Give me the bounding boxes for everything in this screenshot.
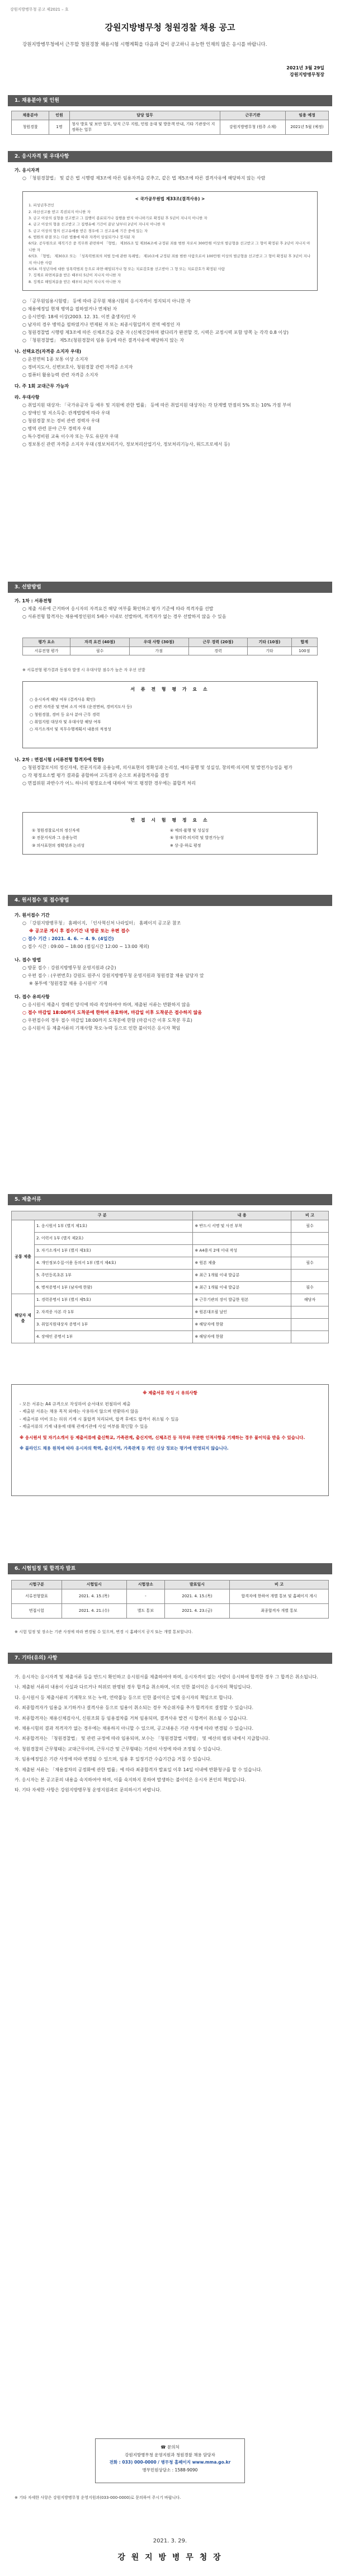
subsection-title: 가. 응시자격 bbox=[15, 168, 40, 173]
law-line: 6의4. 미성년자에 대한 성폭력범죄 등으로 파면·해임되거나 형 또는 치료감호를 선고받아 그 형 또는 치료감호가 확정된 사람 bbox=[29, 266, 225, 271]
application-item: ○ 응시원서 제출시 정해진 양식에 따라 작성하여야 하며, 제출된 서류는 반환하지 않음 bbox=[22, 1002, 191, 1007]
notice-signer-short: 강원지방병무청장 bbox=[290, 72, 324, 77]
interview-item: ① 청원경찰로서의 정신자세 bbox=[32, 828, 80, 833]
qualification-item: ○ 「청원경찰법」 및 같은 법 시행령 제3조에 따른 임용자격을 갖추고, 같은 법 제5조에 따른 결격사유에 해당하지 않는 사람 bbox=[22, 176, 266, 181]
table-row bbox=[12, 1232, 329, 1244]
selection-stage2 bbox=[15, 756, 325, 787]
table-cell bbox=[291, 1306, 329, 1318]
table-cell: ※ 반드시 서명 및 사진 부착 bbox=[193, 1220, 291, 1232]
table-cell: 3. 자기소개서 1부 (별지 제3호) bbox=[35, 1244, 193, 1257]
eval-box-title: 서 류 전 형 평 가 요 소 bbox=[130, 687, 210, 692]
selection-item: ○ 서류전형 합격자는 채용예정인원의 5배수 이내로 선발하며, 적격자가 없는 경우 선발하지 않을 수 있음 bbox=[22, 614, 226, 619]
table-row bbox=[12, 1281, 329, 1294]
schedule-note: ※ 시험 일정 및 장소는 기관 사정에 따라 변경될 수 있으며, 변경 시 홈페이지 공지 또는 개별 통보합니다. bbox=[15, 1630, 193, 1634]
documents-warning: ※ 응시원서 및 자기소개서 등 제출서류에 출신학교, 가족관계, 출신지역, 신체조건 등 직무와 무관한 인적사항을 기재하는 경우 불이익을 받을 수 있습니다. bbox=[20, 1435, 305, 1440]
table-cell: 경력 bbox=[188, 647, 248, 655]
table-cell bbox=[291, 1244, 329, 1257]
table-header: 인원 bbox=[49, 111, 70, 120]
table-cell: ※ 최근 1개월 이내 발급분 bbox=[193, 1281, 291, 1294]
law-line: 3. 금고 이상의 실형을 선고받고 그 집행이 종료되거나 집행을 받지 아니하기로 확정된 후 5년이 지나지 아니한 자 bbox=[29, 215, 207, 220]
table-cell: 4. 개인정보수집·이용 동의서 1부 (별지 제4호) bbox=[35, 1257, 193, 1269]
contact-line: 전화 : 033) 000-0000 / 병무청 홈페이지 www.mma.go.kr bbox=[109, 2460, 231, 2465]
table-cell bbox=[193, 1232, 291, 1244]
qualification-item: ○ 응시연령: 18세 이상(2003. 12. 31. 이전 출생자)인 자 bbox=[22, 314, 136, 319]
interview-elements-box bbox=[22, 812, 318, 855]
documents-table bbox=[11, 1211, 329, 1343]
interview-col-left bbox=[32, 827, 170, 850]
table-header: 시험구분 bbox=[12, 1580, 62, 1589]
table-header: 발표일시 bbox=[165, 1580, 230, 1589]
interview-item: ④ 예의·품행 및 성실성 bbox=[170, 828, 209, 833]
note-item: 자. 임용예정일은 기관 사정에 따라 변경될 수 있으며, 임용 후 일정기간 수습기간을 거칠 수 있습니다. bbox=[15, 1757, 212, 1762]
interview-item: ※ 상·중·하로 평정 bbox=[170, 843, 201, 848]
note-item: 라. 최종합격자가 임용을 포기하거나 결격사유 등으로 임용이 취소되는 경우 차순위자를 추가 합격자로 결정할 수 있습니다. bbox=[15, 1705, 254, 1711]
table-header: 시험일시 bbox=[62, 1580, 126, 1589]
section-title-documents: 5. 제출서류 bbox=[8, 1194, 332, 1205]
documents-notice-title: ※ 제출서류 작성 시 유의사항 bbox=[143, 1390, 197, 1395]
table-header-row bbox=[12, 111, 329, 120]
application-deadline: ○ 접수 마감일 18:00까지 도착분에 한하여 유효하며, 마감일 이후 도착분은 접수하지 않음 bbox=[22, 1010, 202, 1015]
qualification-intro bbox=[15, 167, 325, 182]
table-cell: ※ 해당자에 한함 bbox=[193, 1318, 291, 1331]
table-row bbox=[12, 1331, 329, 1343]
interview-item: ② 전문지식과 그 응용능력 bbox=[32, 836, 77, 841]
application-item: ○ 우편 접수 : (우편번호) 강원도 원주시 강원지방병무청 운영지원과 청원경찰 채용 담당자 앞 bbox=[22, 973, 204, 978]
table-cell: 면접시험 bbox=[12, 1603, 62, 1618]
table-cell: 별도 통보 bbox=[126, 1603, 164, 1618]
table-cell: 6. 병적증명서 1부 (남자에 한함) bbox=[35, 1281, 193, 1294]
table-header: 평가 요소 bbox=[23, 638, 70, 647]
qualification-list bbox=[15, 298, 325, 449]
recruit-table bbox=[11, 111, 329, 135]
table-cell: 필수 bbox=[291, 1281, 329, 1294]
application-item: ○ 「강원지방병무청」 홈페이지, 「인사혁신처 나라일터」 홈페이지 공고문 참조 bbox=[22, 921, 181, 926]
table-row bbox=[12, 1306, 329, 1318]
table-cell: 2021. 4. 21.(수) bbox=[62, 1603, 126, 1618]
table-cell: 2. 이력서 1부 (별지 제2호) bbox=[35, 1232, 193, 1244]
note-item: 가. 응시자는 응시자격 및 제출서류 등을 반드시 확인하고 응시원서를 제출하여야 하며, 응시자격이 없는 사람이 응시하여 합격한 경우 그 합격은 취소됩니다. bbox=[15, 1674, 318, 1679]
bonus-item: ○ 병역 관련 분야 근무 경력자 우대 bbox=[22, 426, 91, 431]
table-cell: 최종합격자 개별 통보 bbox=[230, 1603, 329, 1618]
contact-line: 병무민원상담소 : 1588-9090 bbox=[142, 2467, 198, 2473]
preference-item: ○ 운전면허 1종 보통 이상 소지자 bbox=[22, 357, 88, 362]
intro-text: 강원지방병무청에서 근무할 청원경찰 채용시험 시행계획을 다음과 같이 공고하니 유능한 인재의 많은 응시를 바랍니다. bbox=[22, 42, 267, 48]
table-cell: 필수 bbox=[291, 1220, 329, 1232]
table-cell: 강원지방병무청 (원주 소재) bbox=[220, 120, 286, 134]
table-cell: 1명 bbox=[49, 120, 70, 134]
table-row bbox=[12, 120, 329, 134]
table-cell: ※ 근무기관의 장이 발급한 원본 bbox=[193, 1294, 291, 1306]
law-line: 5. 금고 이상의 형의 선고유예를 받은 경우에 그 선고유예 기간 중에 있는 자 bbox=[29, 228, 148, 233]
law-line: 6. 법원의 판결 또는 다른 법률에 따라 자격이 상실되거나 정지된 자 bbox=[29, 235, 135, 239]
application-item: ○ 응시원서 등 제출서류의 기재사항 착오·누락 등으로 인한 불이익은 응시자 책임 bbox=[22, 1026, 181, 1031]
table-cell: 2021. 4. 23.(금) bbox=[165, 1603, 230, 1618]
table-row bbox=[12, 1244, 329, 1257]
qualification-item: ○ 「청원경찰법」 제5조(청원경찰의 임용 등)에 따른 결격사유에 해당하지 않는 자 bbox=[22, 338, 185, 343]
table-header: 채용분야 bbox=[12, 111, 49, 120]
bonus-item: ○ 취업지원 대상자: 「국가유공자 등 예우 및 지원에 관한 법률」 등에 따른 취업지원 대상자는 각 단계별 만점의 5% 또는 10% 가점 부여 bbox=[22, 403, 291, 408]
bonus-item: ○ 특수경비원 교육 이수자 또는 무도 유단자 우대 bbox=[22, 434, 119, 439]
selection-item: ○ 제출 서류에 근거하여 응시자의 자격요건 해당 여부를 확인하고 평가 기준에 따라 적격자를 선발 bbox=[22, 606, 214, 611]
law-box-title: < 국가공무원법 제33조(결격사유) > bbox=[135, 196, 205, 201]
bonus-item: ○ 장애인 및 저소득층: 관계법령에 따라 우대 bbox=[22, 411, 110, 416]
table-header: 구 분 bbox=[12, 1211, 193, 1220]
table-header: 근무기관 bbox=[220, 111, 286, 120]
law-line: 6의3. 「형법」 제303조 또는 「성폭력범죄의 처벌 등에 관한 특례법」 제10조에 규정된 죄를 범한 사람으로서 100만원 이상의 벌금형을 선고받고 그 형이 확정된 후 3년이 지나지 아니한 사람 bbox=[29, 254, 311, 265]
table-row bbox=[12, 1294, 329, 1306]
table-group-cell: 공통 제출 bbox=[12, 1220, 35, 1294]
table-cell: 필수 bbox=[70, 647, 130, 655]
law-line: 1. 피성년후견인 bbox=[29, 203, 54, 208]
table-cell bbox=[291, 1331, 329, 1343]
subsection-title: 나. 2차 : 면접시험 (서류전형 합격자에 한함) bbox=[15, 757, 104, 762]
application-item: ○ 우편접수의 경우 접수 마감일 18:00까지 도착분에 한함 (마감시간 이후 도착분 무효) bbox=[22, 1018, 192, 1023]
subsection-title: 다. 접수 유의사항 bbox=[15, 994, 50, 999]
table-row bbox=[12, 1603, 329, 1618]
application-note: ※ 공고문 게시 후 접수기간 내 방문 또는 우편 접수 bbox=[29, 928, 130, 933]
selection-item: ○ 면접위원 과반수가 어느 하나의 평정요소에 대하여 '하'로 평정한 경우에는 불합격 처리 bbox=[22, 781, 196, 786]
table-cell: 2021. 4. 15.(목) bbox=[62, 1589, 126, 1603]
table-cell: 합격자에 한하여 개별 통보 및 홈페이지 게시 bbox=[230, 1589, 329, 1603]
table-cell: 2. 자격증 사본 각 1부 bbox=[35, 1306, 193, 1318]
table-header: 담당 업무 bbox=[70, 111, 220, 120]
score-note: ※ 서류전형 평가결과 동점자 발생 시 우대사항 점수가 높은 자 우선 선발 bbox=[22, 668, 145, 672]
table-header-row bbox=[12, 1211, 329, 1220]
table-group-cell: 해당자 제출 bbox=[12, 1294, 35, 1343]
law-line: 4. 금고 이상의 형을 선고받고 그 집행유예 기간이 끝난 날부터 2년이 지나지 아니한 자 bbox=[29, 222, 166, 227]
table-cell: ※ 원본 제출 bbox=[193, 1257, 291, 1269]
table-cell: 2021. 4. 15.(목) bbox=[165, 1589, 230, 1603]
closing-note: ※ 기타 자세한 사항은 강원지방병무청 운영지원과(033-000-0000)로 문의하여 주시기 바랍니다. bbox=[15, 2495, 181, 2500]
law-line: 2. 파산선고를 받고 복권되지 아니한 자 bbox=[29, 209, 91, 214]
note-item: 다. 응시원서 등 제출서류의 기재착오 또는 누락, 연락불능 등으로 인한 불이익은 일체 응시자의 책임으로 합니다. bbox=[15, 1695, 233, 1700]
section-title-selection: 3. 선발방법 bbox=[8, 582, 332, 593]
table-cell bbox=[291, 1269, 329, 1281]
selection-item: ○ 각 평정요소별 평가 결과를 종합하여 고득점자 순으로 최종합격자를 결정 bbox=[22, 773, 169, 778]
table-row bbox=[12, 1257, 329, 1269]
table-cell: 1. 경력증명서 1부 (별지 제5호) bbox=[35, 1294, 193, 1306]
table-cell bbox=[291, 1232, 329, 1244]
table-cell: 1. 응시원서 1부 (별지 제1호) bbox=[35, 1220, 193, 1232]
table-header-row bbox=[23, 638, 318, 647]
note-item: 카. 응시자는 본 공고문의 내용을 숙지하여야 하며, 이를 숙지하지 못하여 발생하는 불이익은 응시자 본인의 책임입니다. bbox=[15, 1777, 247, 1782]
eval-list bbox=[30, 696, 310, 733]
table-cell: ※ 원본대조필 날인 bbox=[193, 1306, 291, 1318]
table-header: 비 고 bbox=[291, 1211, 329, 1220]
section-title-qualification: 2. 응시자격 및 우대사항 bbox=[8, 151, 332, 162]
subsection-title: 가. 원서접수 기간 bbox=[15, 913, 50, 918]
footer-date: 2021. 3. 29. bbox=[153, 2538, 187, 2544]
notes-list bbox=[15, 1672, 325, 1796]
table-row bbox=[12, 1269, 329, 1281]
note-item: 차. 제출된 서류는 「채용절차의 공정화에 관한 법률」에 따라 최종합격자 발표일 이후 14일 이내에 반환청구를 할 수 있습니다. bbox=[15, 1767, 262, 1772]
note-item: 아. 청원경찰의 근무형태는 교대근무이며, 근무시간 및 근무형태는 기관의 사정에 따라 조정될 수 있습니다. bbox=[15, 1746, 222, 1752]
table-cell: 가점 bbox=[129, 647, 188, 655]
table-header: 시험장소 bbox=[126, 1580, 164, 1589]
application-item: ○ 방문 접수 : 강원지방병무청 운영지원과 (2층) bbox=[22, 965, 116, 970]
subsection-title: 가. 1차 : 서류전형 bbox=[15, 598, 52, 603]
table-header: 근무 경력 (20점) bbox=[188, 638, 248, 647]
eval-item: ○ 취업지원 대상자 및 우대사항 해당 여부 bbox=[30, 719, 101, 724]
interview-box-title: 면 접 시 험 평 정 요 소 bbox=[130, 818, 210, 823]
table-row bbox=[12, 1220, 329, 1232]
interview-col-right bbox=[170, 827, 308, 850]
qualification-item: ○ 채용예정일 현재 병역을 필하였거나 면제된 자 bbox=[22, 306, 117, 312]
table-header: 자격 요건 (40점) bbox=[70, 638, 130, 647]
preference-item: ○ 경비지도사, 신변보호사, 청원경찰 관련 자격증 소지자 bbox=[22, 365, 133, 370]
qualification-item: ○ 「공무원임용시험령」 등에 따라 공무원 채용시험의 응시자격이 정지되지 아니한 자 bbox=[22, 299, 191, 304]
eval-item: ○ 청원경찰, 경비 등 유사 분야 근무 경력 bbox=[30, 712, 100, 717]
eval-item: ○ 관련 자격증 및 면허 소지 여부 (운전면허, 경비지도사 등) bbox=[30, 705, 132, 710]
selection-stage1 bbox=[15, 597, 325, 621]
interview-item: ⑤ 창의력·의지력 및 발전가능성 bbox=[170, 836, 224, 841]
section-title-schedule: 6. 시험일정 및 합격자 발표 bbox=[8, 1563, 332, 1574]
subsection-title: 나. 선택요건(자격증 소지자 우대) bbox=[15, 349, 82, 354]
documents-notice-line: - 제출서류의 기재 내용에 대해 관계기관에 사실 여부를 확인할 수 있음 bbox=[20, 1424, 148, 1429]
subsection-title: 다. 주 1회 교대근무 가능자 bbox=[15, 384, 69, 389]
table-row bbox=[12, 1318, 329, 1331]
eval-elements-box bbox=[22, 681, 318, 748]
table-header: 비 고 bbox=[230, 1580, 329, 1589]
bonus-item: ○ 정보통신 관련 자격증 소지자 우대 (정보처리기사, 정보처리산업기사, 정보처리기능사, 워드프로세서 등) bbox=[22, 442, 230, 447]
table-header: 합계 bbox=[291, 638, 317, 647]
note-item: 나. 제출된 서류의 내용이 사실과 다르거나 허위로 판명된 경우 합격을 취소하며, 이로 인한 불이익은 응시자의 책임입니다. bbox=[15, 1685, 252, 1690]
preference-item: ○ 컴퓨터 활용능력 관련 자격증 소지자 bbox=[22, 372, 98, 378]
law-line: 6의2. 공무원으로 재직기간 중 직무와 관련하여 「형법」 제355조 및 제356조에 규정된 죄를 범한 자로서 300만원 이상의 벌금형을 선고받고 그 형이 확정된 후 2년이 지나지 아니한 자 bbox=[29, 241, 310, 252]
qualification-item: ○ 청원경찰법 시행령 제3조에 따른 신체조건을 갖춘 자 (신체건강하며 팔다리가 완전할 것, 시력은 교정시력 포함 양쪽 눈 각각 0.8 이상) bbox=[22, 330, 289, 335]
notice-date: 2021년 3월 29일 bbox=[286, 65, 324, 70]
table-header: 임용 예정 bbox=[286, 111, 329, 120]
interview-items bbox=[23, 827, 317, 850]
table-cell: 해당자 bbox=[291, 1294, 329, 1306]
documents-notice-line: - 제출서류 미비 또는 허위 기재 시 불합격 처리되며, 합격 후에도 합격이 취소될 수 있음 bbox=[20, 1416, 179, 1422]
table-cell: - bbox=[126, 1589, 164, 1603]
interview-item: ③ 의사표현의 정확성과 논리성 bbox=[32, 843, 85, 848]
table-cell: 5. 주민등록초본 1부 bbox=[35, 1269, 193, 1281]
table-header: 우대 사항 (30점) bbox=[129, 638, 188, 647]
note-item: 사. 최종합격자는 「청원경찰법」 및 관련 규정에 따라 임용되며, 보수는 「청원경찰법 시행령」 및 예산의 범위 내에서 지급합니다. bbox=[15, 1736, 270, 1742]
table-cell: ※ A4용지 2매 이내 작성 bbox=[193, 1244, 291, 1257]
note-item: 마. 최종합격자는 채용신체검사서, 신원조회 등 임용절차를 거쳐 임용되며, 결격사유 발견 시 합격이 취소될 수 있습니다. bbox=[15, 1715, 248, 1721]
documents-notice-line: - 모든 서류는 A4 규격으로 작성하여 순서대로 편철하여 제출 bbox=[20, 1401, 131, 1407]
table-cell: 100점 bbox=[291, 647, 317, 655]
application-period: ○ 접수 기간 : 2021. 4. 6. ~ 4. 9. (4일간) bbox=[22, 936, 114, 941]
table-cell: 서류전형 평가 bbox=[23, 647, 70, 655]
application-item: ○ 접수 시간 : 09:00 ~ 18:00 (점심시간 12:00 ~ 13:00 제외) bbox=[22, 944, 149, 949]
contact-line: 강원지방병무청 운영지원과 청원경찰 채용 담당자 bbox=[125, 2452, 215, 2457]
table-cell: 청원경찰 bbox=[12, 120, 49, 134]
contact-title: ☎ 문의처 bbox=[160, 2445, 180, 2450]
table-cell: 4. 장애인 증명서 1부 bbox=[35, 1331, 193, 1343]
table-cell: 3. 취업지원대상자 증명서 1부 bbox=[35, 1318, 193, 1331]
contact-box bbox=[95, 2438, 245, 2483]
date-block bbox=[240, 65, 324, 78]
score-table bbox=[22, 638, 318, 655]
table-header: 내 용 bbox=[193, 1211, 291, 1220]
table-cell bbox=[291, 1318, 329, 1331]
documents-footnote: ※ 블라인드 채용 원칙에 따라 응시자의 학력, 출신지역, 가족관계 등 개인 신상 정보는 평가에 반영되지 않습니다. bbox=[20, 1446, 229, 1451]
page-title: 강원지방병무청 청원경찰 채용 공고 bbox=[105, 22, 235, 32]
bonus-item: ○ 청원경찰 또는 경비 관련 경력자 우대 bbox=[22, 418, 100, 423]
table-cell: 서류전형발표 bbox=[12, 1589, 62, 1603]
eval-item: ○ 자기소개서 및 직무수행계획서 내용의 적정성 bbox=[30, 727, 111, 732]
note-item: 타. 기타 자세한 사항은 강원지방병무청 운영지원과로 문의하시기 바랍니다. bbox=[15, 1787, 162, 1793]
table-cell: 청사 방호 및 보안 업무, 당직 근무 지원, 민원 응대 및 방문객 안내, 기타 기관장이 지정하는 업무 bbox=[70, 120, 220, 134]
section-title-notes: 7. 기타(유의) 사항 bbox=[8, 1653, 332, 1664]
notice-number: 강원지방병무청 공고 제2021 – 호 bbox=[10, 7, 69, 12]
table-header: 기타 (10점) bbox=[248, 638, 291, 647]
law-line: 8. 징계로 해임처분을 받은 때부터 3년이 지나지 아니한 자 bbox=[29, 279, 121, 284]
note-item: 바. 채용시험의 결과 적격자가 없는 경우에는 채용하지 아니할 수 있으며, 공고내용은 기관 사정에 따라 변경될 수 있습니다. bbox=[15, 1725, 253, 1731]
law-line: 7. 징계로 파면처분을 받은 때부터 5년이 지나지 아니한 자 bbox=[29, 273, 121, 278]
table-cell: 2021년 5월 (예정) bbox=[286, 120, 329, 134]
selection-item: ○ 청원경찰로서의 정신자세, 전문지식과 응용능력, 의사표현의 정확성과 논리성, 예의·품행 및 성실성, 창의력·의지력 및 발전가능성을 평가 bbox=[22, 765, 292, 770]
section-title-application: 4. 원서접수 및 접수방법 bbox=[8, 895, 332, 906]
documents-notice-line: - 제출된 서류는 채용 목적 외에는 사용하지 않으며 반환하지 않음 bbox=[20, 1409, 139, 1414]
table-header-row bbox=[12, 1580, 329, 1589]
table-cell: 필수 bbox=[291, 1257, 329, 1269]
qualification-item: ○ 남자의 경우 병역을 필하였거나 면제된 자 또는 최종시험일까지 전역 예정인 자 bbox=[22, 322, 181, 327]
table-row bbox=[23, 647, 318, 655]
table-cell: ※ 해당자에 한함 bbox=[193, 1331, 291, 1343]
subsection-title: 나. 접수 방법 bbox=[15, 957, 41, 963]
table-cell: 기타 bbox=[248, 647, 291, 655]
application-info bbox=[15, 912, 325, 1032]
application-note: ※ 봉투에 '청원경찰 채용 응시원서' 기재 bbox=[29, 981, 107, 986]
table-cell: ※ 최근 1개월 이내 발급분 bbox=[193, 1269, 291, 1281]
section-title-recruit: 1. 채용분야 및 인원 bbox=[8, 95, 332, 106]
footer-signer: 강 원 지 방 병 무 청 장 bbox=[117, 2553, 223, 2562]
eval-item: ○ 응시자격 해당 여부 (결격사유 확인) bbox=[30, 697, 96, 702]
schedule-table bbox=[11, 1580, 329, 1619]
table-row bbox=[12, 1589, 329, 1603]
documents-notice-box bbox=[11, 1384, 329, 1496]
subsection-title: 라. 우대사항 bbox=[15, 395, 40, 400]
law-excerpt-box bbox=[22, 191, 318, 291]
